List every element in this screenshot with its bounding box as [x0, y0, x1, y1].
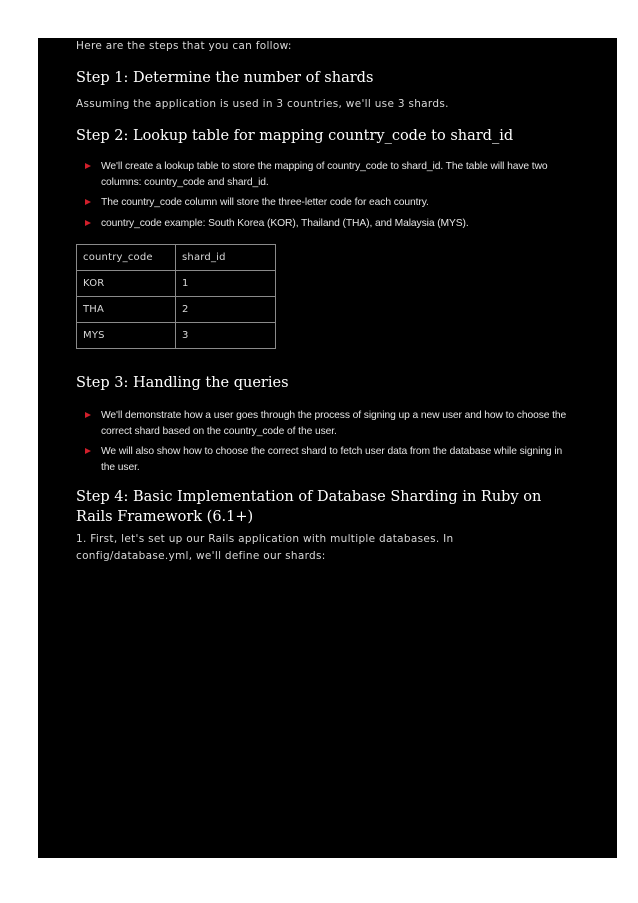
step3-heading: Step 3: Handling the queries [76, 375, 289, 391]
red-triangle-bullet-icon [85, 163, 91, 169]
bullet-text: We'll demonstrate how a user goes through the process of signing up a new user and how to choose the correct shard based on the country_code of the user. [101, 410, 567, 437]
table-row [77, 297, 276, 323]
step4-heading: Step 4: Basic Implementation of Database Sharding in Ruby on Rails Framework (6.1+) [76, 489, 542, 525]
table-cell: 3 [176, 323, 276, 349]
table-cell: THA [77, 297, 176, 323]
table-header-cell: country_code [77, 245, 176, 271]
table-row [77, 271, 276, 297]
shard-lookup-table [76, 244, 276, 349]
bullet-text: country_code example: South Korea (KOR), Thailand (THA), and Malaysia (MYS). [101, 217, 469, 229]
red-triangle-bullet-icon [85, 220, 91, 226]
bullet-text: We will also show how to choose the correct shard to fetch user data from the database while signing in the user. [101, 446, 563, 473]
document-page [38, 38, 617, 858]
list-item [85, 216, 575, 232]
table-cell: 1 [176, 271, 276, 297]
step1-heading: Step 1: Determine the number of shards [76, 70, 374, 86]
bullet-text: We'll create a lookup table to store the mapping of country_code to shard_id. The table will have two columns: country_code and shard_id. [101, 161, 548, 188]
table-header-cell: shard_id [176, 245, 276, 271]
table-row [77, 323, 276, 349]
step1-text: Assuming the application is used in 3 countries, we'll use 3 shards. [76, 98, 449, 110]
step3-bullet-list [85, 408, 575, 480]
table-cell: 2 [176, 297, 276, 323]
step2-heading: Step 2: Lookup table for mapping country_code to shard_id [76, 128, 514, 144]
step4-text: 1. First, let's set up our Rails application with multiple databases. In config/database.yml, we'll define our shards: [76, 533, 454, 562]
table-header-row [77, 245, 276, 271]
bullet-text: The country_code column will store the three-letter code for each country. [101, 197, 429, 208]
red-triangle-bullet-icon [85, 448, 91, 454]
intro-text: Here are the steps that you can follow: [76, 40, 292, 52]
table-cell: KOR [77, 271, 176, 297]
list-item [85, 159, 575, 190]
red-triangle-bullet-icon [85, 199, 91, 205]
list-item [85, 408, 575, 439]
list-item [85, 444, 575, 475]
step2-bullet-list [85, 159, 575, 236]
red-triangle-bullet-icon [85, 412, 91, 418]
table-cell: MYS [77, 323, 176, 349]
list-item [85, 195, 575, 211]
